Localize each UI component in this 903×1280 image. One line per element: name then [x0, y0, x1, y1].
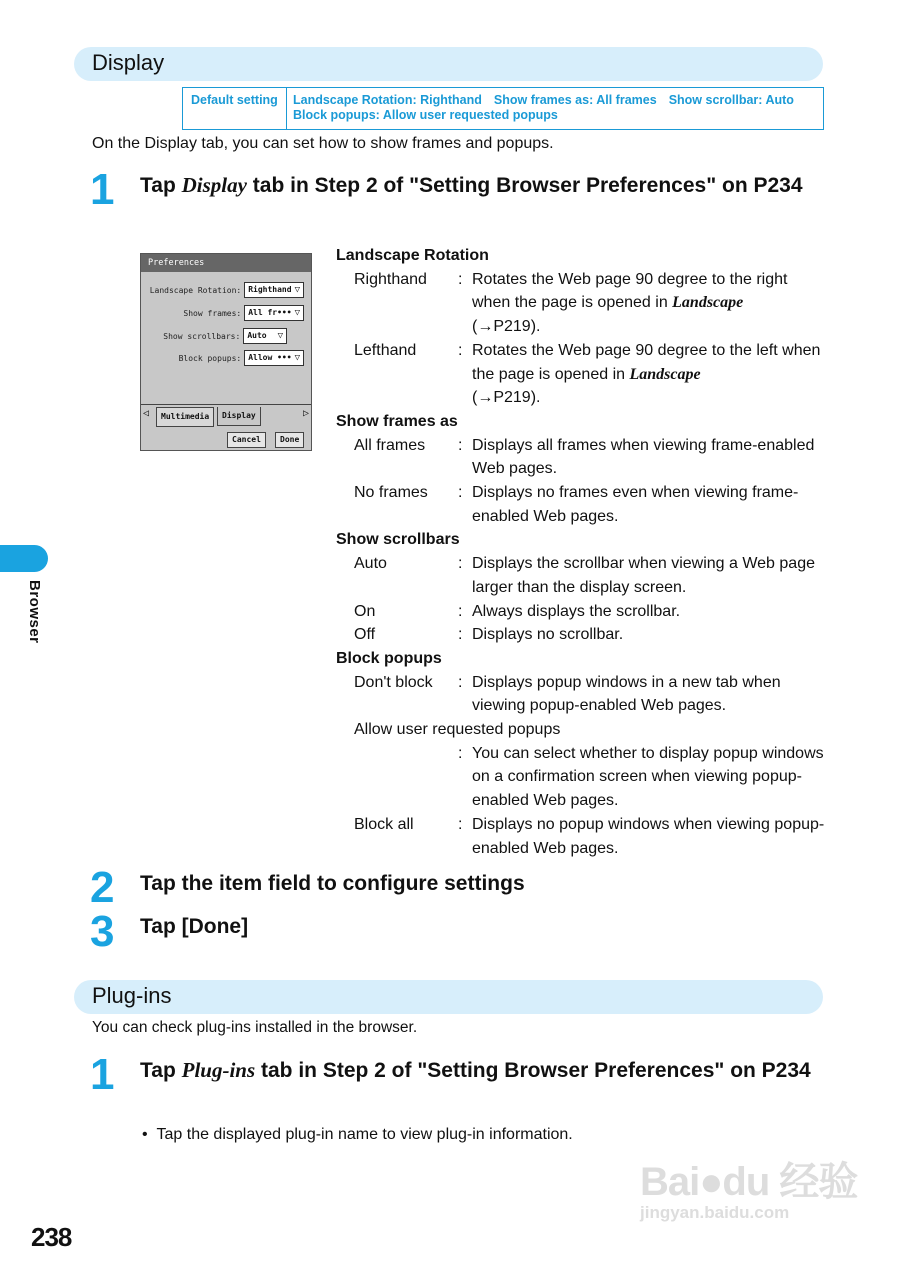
def-colon: : [458, 673, 463, 691]
bullet-icon: • [142, 1126, 157, 1143]
def-term: Don't block [354, 673, 433, 691]
step-1-number: 1 [90, 165, 113, 214]
def-term-long: Allow user requested popups [354, 721, 561, 739]
def-term: Lefthand [354, 341, 417, 359]
phone-row-label: Show scrollbars: [163, 331, 241, 341]
def-term: Auto [354, 555, 387, 573]
def-item [336, 623, 826, 647]
def-desc: Displays all frames when viewing frame-enabled Web pages. [472, 436, 815, 478]
default-popups: Block popups: Allow user requested popups [293, 108, 558, 122]
def-ref: (→P219). [472, 389, 541, 407]
settings-definitions [336, 244, 826, 860]
def-desc: You can select whether to display popup windows on a confirmation screen when viewing popup-enabled Web pages. [472, 744, 824, 810]
def-colon: : [458, 602, 463, 620]
def-term: On [354, 602, 376, 620]
default-scrollbar: Show scrollbar: Auto [668, 93, 794, 107]
preferences-screenshot [140, 253, 312, 451]
chevron-down-icon: ▽ [294, 308, 300, 318]
def-term: All frames [354, 436, 426, 454]
phone-row-scrollbars [163, 328, 287, 344]
phone-row-frames [183, 305, 304, 321]
def-item [336, 434, 826, 481]
def-item [336, 600, 826, 624]
chevron-down-icon: ▽ [294, 285, 300, 295]
def-term: Righthand [354, 270, 427, 288]
def-desc-text: Rotates the Web page 90 degree to the right when the page is opened in [472, 270, 788, 312]
def-desc [472, 268, 826, 339]
step-3-number: 3 [90, 907, 113, 956]
def-term: Block all [354, 815, 414, 833]
phone-title: Preferences [141, 254, 311, 272]
plugins-step-post: tab in Step 2 of "Setting Browser Preferences" on P234 [255, 1059, 811, 1082]
def-item [336, 813, 826, 860]
step-2-number: 2 [90, 863, 113, 912]
def-colon: : [458, 815, 463, 833]
step-3-text: Tap [Done] [140, 915, 249, 938]
def-item [336, 552, 826, 599]
def-desc-italic: Landscape [672, 294, 744, 312]
phone-select [244, 305, 304, 321]
default-setting-values [287, 88, 794, 129]
chevron-down-icon: ▽ [294, 353, 300, 363]
phone-tab-multimedia: Multimedia [156, 407, 214, 427]
def-ref: (→P219). [472, 318, 541, 336]
phone-select-value: All fr••• [248, 308, 292, 317]
step-2-text: Tap the item field to configure settings [140, 872, 525, 895]
chapter-side-label: Browser [26, 580, 43, 644]
def-desc-italic: Landscape [629, 365, 701, 383]
def-colon: : [458, 744, 463, 762]
plugins-step-italic: Plug-ins [181, 1058, 256, 1082]
phone-select-value: Allow ••• [248, 353, 292, 362]
step-1-text [140, 169, 820, 202]
phone-select [243, 328, 287, 344]
phone-row-label: Landscape Rotation: [149, 285, 242, 295]
watermark [640, 1150, 857, 1223]
phone-row-label: Show frames: [183, 308, 242, 318]
plugins-step-1-number: 1 [90, 1050, 113, 1099]
plugins-section-header [74, 980, 823, 1014]
plugins-step-pre: Tap [140, 1059, 182, 1082]
phone-row-landscape [150, 282, 304, 298]
def-desc: Displays popup windows in a new tab when viewing popup-enabled Web pages. [472, 673, 781, 715]
plugins-section-title: Plug-ins [92, 983, 172, 1008]
def-desc: Always displays the scrollbar. [472, 602, 681, 620]
def-desc [472, 339, 826, 410]
phone-row-label: Block popups: [178, 353, 242, 363]
plugins-intro: You can check plug-ins installed in the browser. [92, 1019, 418, 1036]
def-heading-popups: Block popups [336, 649, 442, 667]
phone-tab-display: Display [217, 407, 261, 426]
default-setting-box [182, 87, 824, 130]
def-term: Off [354, 626, 376, 644]
phone-select-value: Auto [247, 331, 267, 340]
default-frames: Show frames as: All frames [493, 93, 657, 107]
def-desc-text: Rotates the Web page 90 degree to the left when the page is opened in [472, 341, 821, 383]
def-desc: Displays no popup windows when viewing popup-enabled Web pages. [472, 815, 825, 857]
def-desc: Displays no scrollbar. [472, 626, 624, 644]
def-term: No frames [354, 484, 428, 502]
phone-row-popups [179, 350, 304, 366]
def-colon: : [458, 626, 463, 644]
tab-right-arrow-icon: ▷ [302, 408, 309, 419]
def-item [336, 481, 826, 528]
def-heading-scrollbars: Show scrollbars [336, 531, 460, 549]
phone-select [244, 350, 304, 366]
def-desc: Displays the scrollbar when viewing a Web page larger than the display screen. [472, 555, 815, 596]
def-term-empty [336, 742, 458, 813]
chapter-side-tab [0, 545, 48, 572]
phone-select-value: Righthand [248, 285, 292, 294]
display-section-title: Display [92, 50, 165, 75]
display-section-header [74, 47, 823, 81]
watermark-url: jingyan.baidu.com [640, 1203, 790, 1222]
plugins-bullet [142, 1126, 573, 1144]
default-landscape: Landscape Rotation: Righthand [293, 93, 482, 107]
def-colon: : [458, 436, 463, 454]
step-1-post: tab in Step 2 of "Setting Browser Preferences" on P234 [246, 174, 803, 197]
tab-left-arrow-icon: ◁ [143, 408, 150, 419]
plugins-step-1-text [140, 1054, 820, 1087]
def-heading-landscape: Landscape Rotation [336, 247, 489, 264]
def-colon: : [458, 341, 463, 359]
phone-select [244, 282, 304, 298]
default-setting-label: Default setting [183, 88, 287, 129]
def-item [336, 742, 826, 813]
display-intro: On the Display tab, you can set how to show frames and popups. [92, 135, 554, 152]
plugins-bullet-text: Tap the displayed plug-in name to view plug-in information. [156, 1126, 573, 1143]
phone-tab-bar [141, 404, 311, 427]
def-item [336, 339, 826, 410]
phone-cancel-button: Cancel [227, 432, 266, 448]
def-colon: : [458, 484, 463, 502]
def-item [336, 671, 826, 718]
def-colon: : [458, 555, 463, 573]
def-heading-frames: Show frames as [336, 412, 458, 430]
page-number: 238 [31, 1222, 72, 1252]
watermark-logo: Bai●du 经验 [640, 1160, 858, 1204]
step-1-pre: Tap [140, 174, 182, 197]
step-1-italic: Display [181, 173, 247, 197]
def-item [336, 268, 826, 339]
chevron-down-icon: ▽ [277, 331, 283, 341]
def-desc: Displays no frames even when viewing frame-enabled Web pages. [472, 484, 799, 525]
phone-done-button: Done [275, 432, 304, 448]
def-colon: : [458, 270, 463, 288]
